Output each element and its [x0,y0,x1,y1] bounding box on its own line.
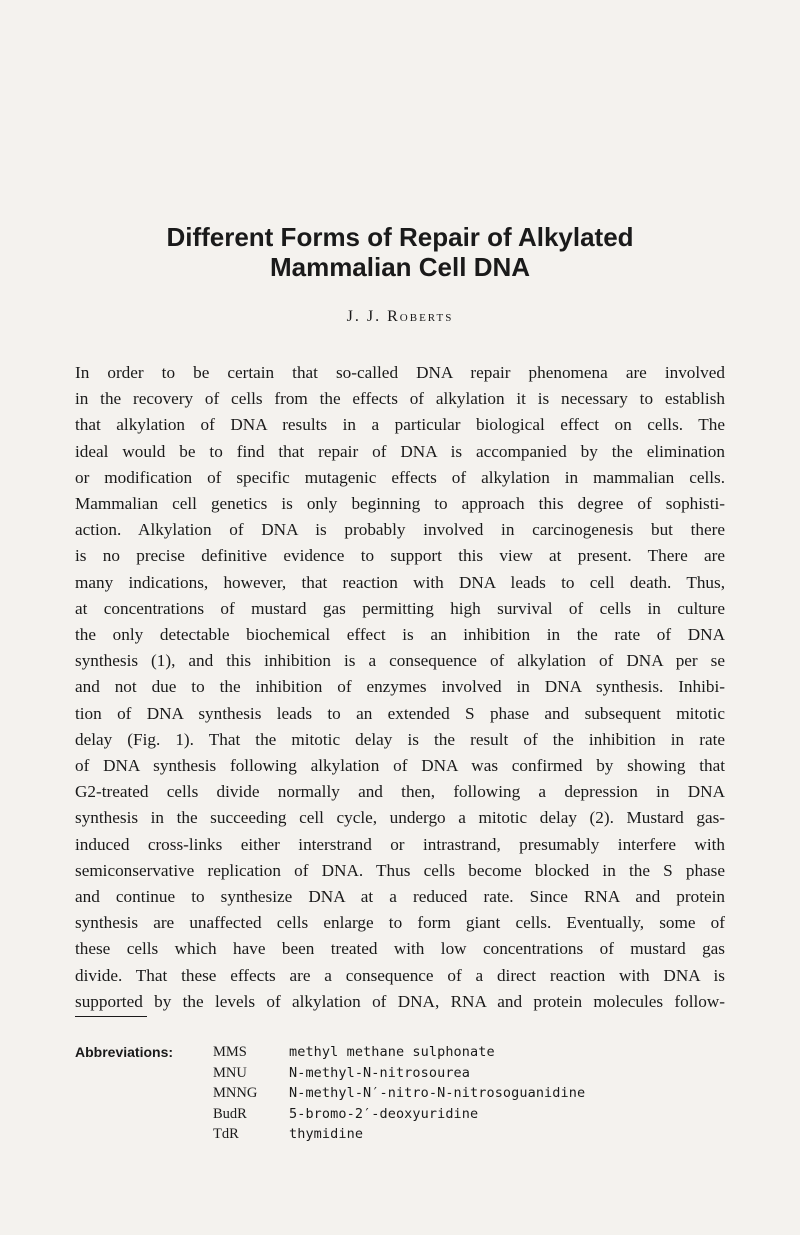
title-line-1: Different Forms of Repair of Alkylated [166,222,634,252]
body-paragraph [75,360,725,1015]
footnote-rule [75,1016,147,1017]
body-line: of DNA synthesis following alkylation of DNA was confirmed by showing that [75,756,725,776]
body-line: induced cross-links either interstrand or intrastrand, presumably interfere with [75,834,725,854]
body-line: Mammalian cell genetics is only beginning to approach this degree of sophisti- [75,494,725,514]
body-line: and not due to the inhibition of enzymes involved in DNA synthesis. Inhibi- [75,677,725,697]
body-line: at concentrations of mustard gas permitting high survival of cells in culture [75,598,725,618]
body-line: divide. That these effects are a consequence of a direct reaction with DNA is [75,965,725,985]
body-line: G2-treated cells divide normally and then, following a depression in DNA [75,782,725,802]
body-line: synthesis (1), and this inhibition is a consequence of alkylation of DNA per se [75,651,725,671]
author-name: J. J. Roberts [346,308,454,325]
abbreviations-heading: Abbreviations: [75,1044,174,1060]
body-line: these cells which have been treated with low concentrations of mustard gas [75,939,725,959]
abbreviation-key: MMS [213,1044,247,1060]
body-line: and continue to synthesize DNA at a reduced rate. Since RNA and protein [75,887,725,907]
abbreviation-meaning: 5-bromo-2′-deoxyuridine [289,1105,479,1122]
body-line: In order to be certain that so-called DNA repair phenomena are involved [75,363,725,382]
body-line: synthesis in the succeeding cell cycle, undergo a mitotic delay (2). Mustard gas- [75,808,725,828]
body-line: supported by the levels of alkylation of DNA, RNA and protein molecules follow- [75,991,725,1011]
body-line: many indications, however, that reaction with DNA leads to cell death. Thus, [75,572,725,592]
title-line-2: Mammalian Cell DNA [269,252,531,282]
abbreviation-meaning: methyl methane sulphonate [289,1044,495,1060]
abbreviation-meaning: thymidine [289,1126,364,1142]
body-line: is no precise definitive evidence to support this view at present. There are [75,546,725,566]
body-line: semiconservative replication of DNA. Thus cells become blocked in the S phase [75,860,725,880]
abbreviation-key: MNNG [213,1085,258,1101]
abbreviation-meaning: N-methyl-N-nitrosourea [289,1064,471,1081]
body-line: in the recovery of cells from the effects of alkylation it is necessary to establish [75,389,725,409]
body-line: the only detectable biochemical effect is an inhibition in the rate of DNA [75,625,725,645]
abbreviation-key: TdR [213,1126,239,1142]
article-title [60,222,740,282]
abbreviation-key: MNU [213,1064,247,1081]
body-line: that alkylation of DNA results in a particular biological effect on cells. The [75,415,725,435]
abbreviation-key: BudR [213,1105,247,1122]
body-line: ideal would be to find that repair of DNA is accompanied by the elimination [75,441,725,461]
abbreviation-meaning: N-methyl-N′-nitro-N-nitrosoguanidine [289,1085,586,1101]
body-line: tion of DNA synthesis leads to an extended S phase and subsequent mitotic [75,703,725,723]
body-line: or modification of specific mutagenic effects of alkylation in mammalian cells. [75,467,725,487]
body-line: synthesis are unaffected cells enlarge to form giant cells. Eventually, some of [75,913,725,933]
body-line: delay (Fig. 1). That the mitotic delay is the result of the inhibition in rate [75,729,725,749]
body-line: action. Alkylation of DNA is probably involved in carcinogenesis but there [75,520,725,540]
